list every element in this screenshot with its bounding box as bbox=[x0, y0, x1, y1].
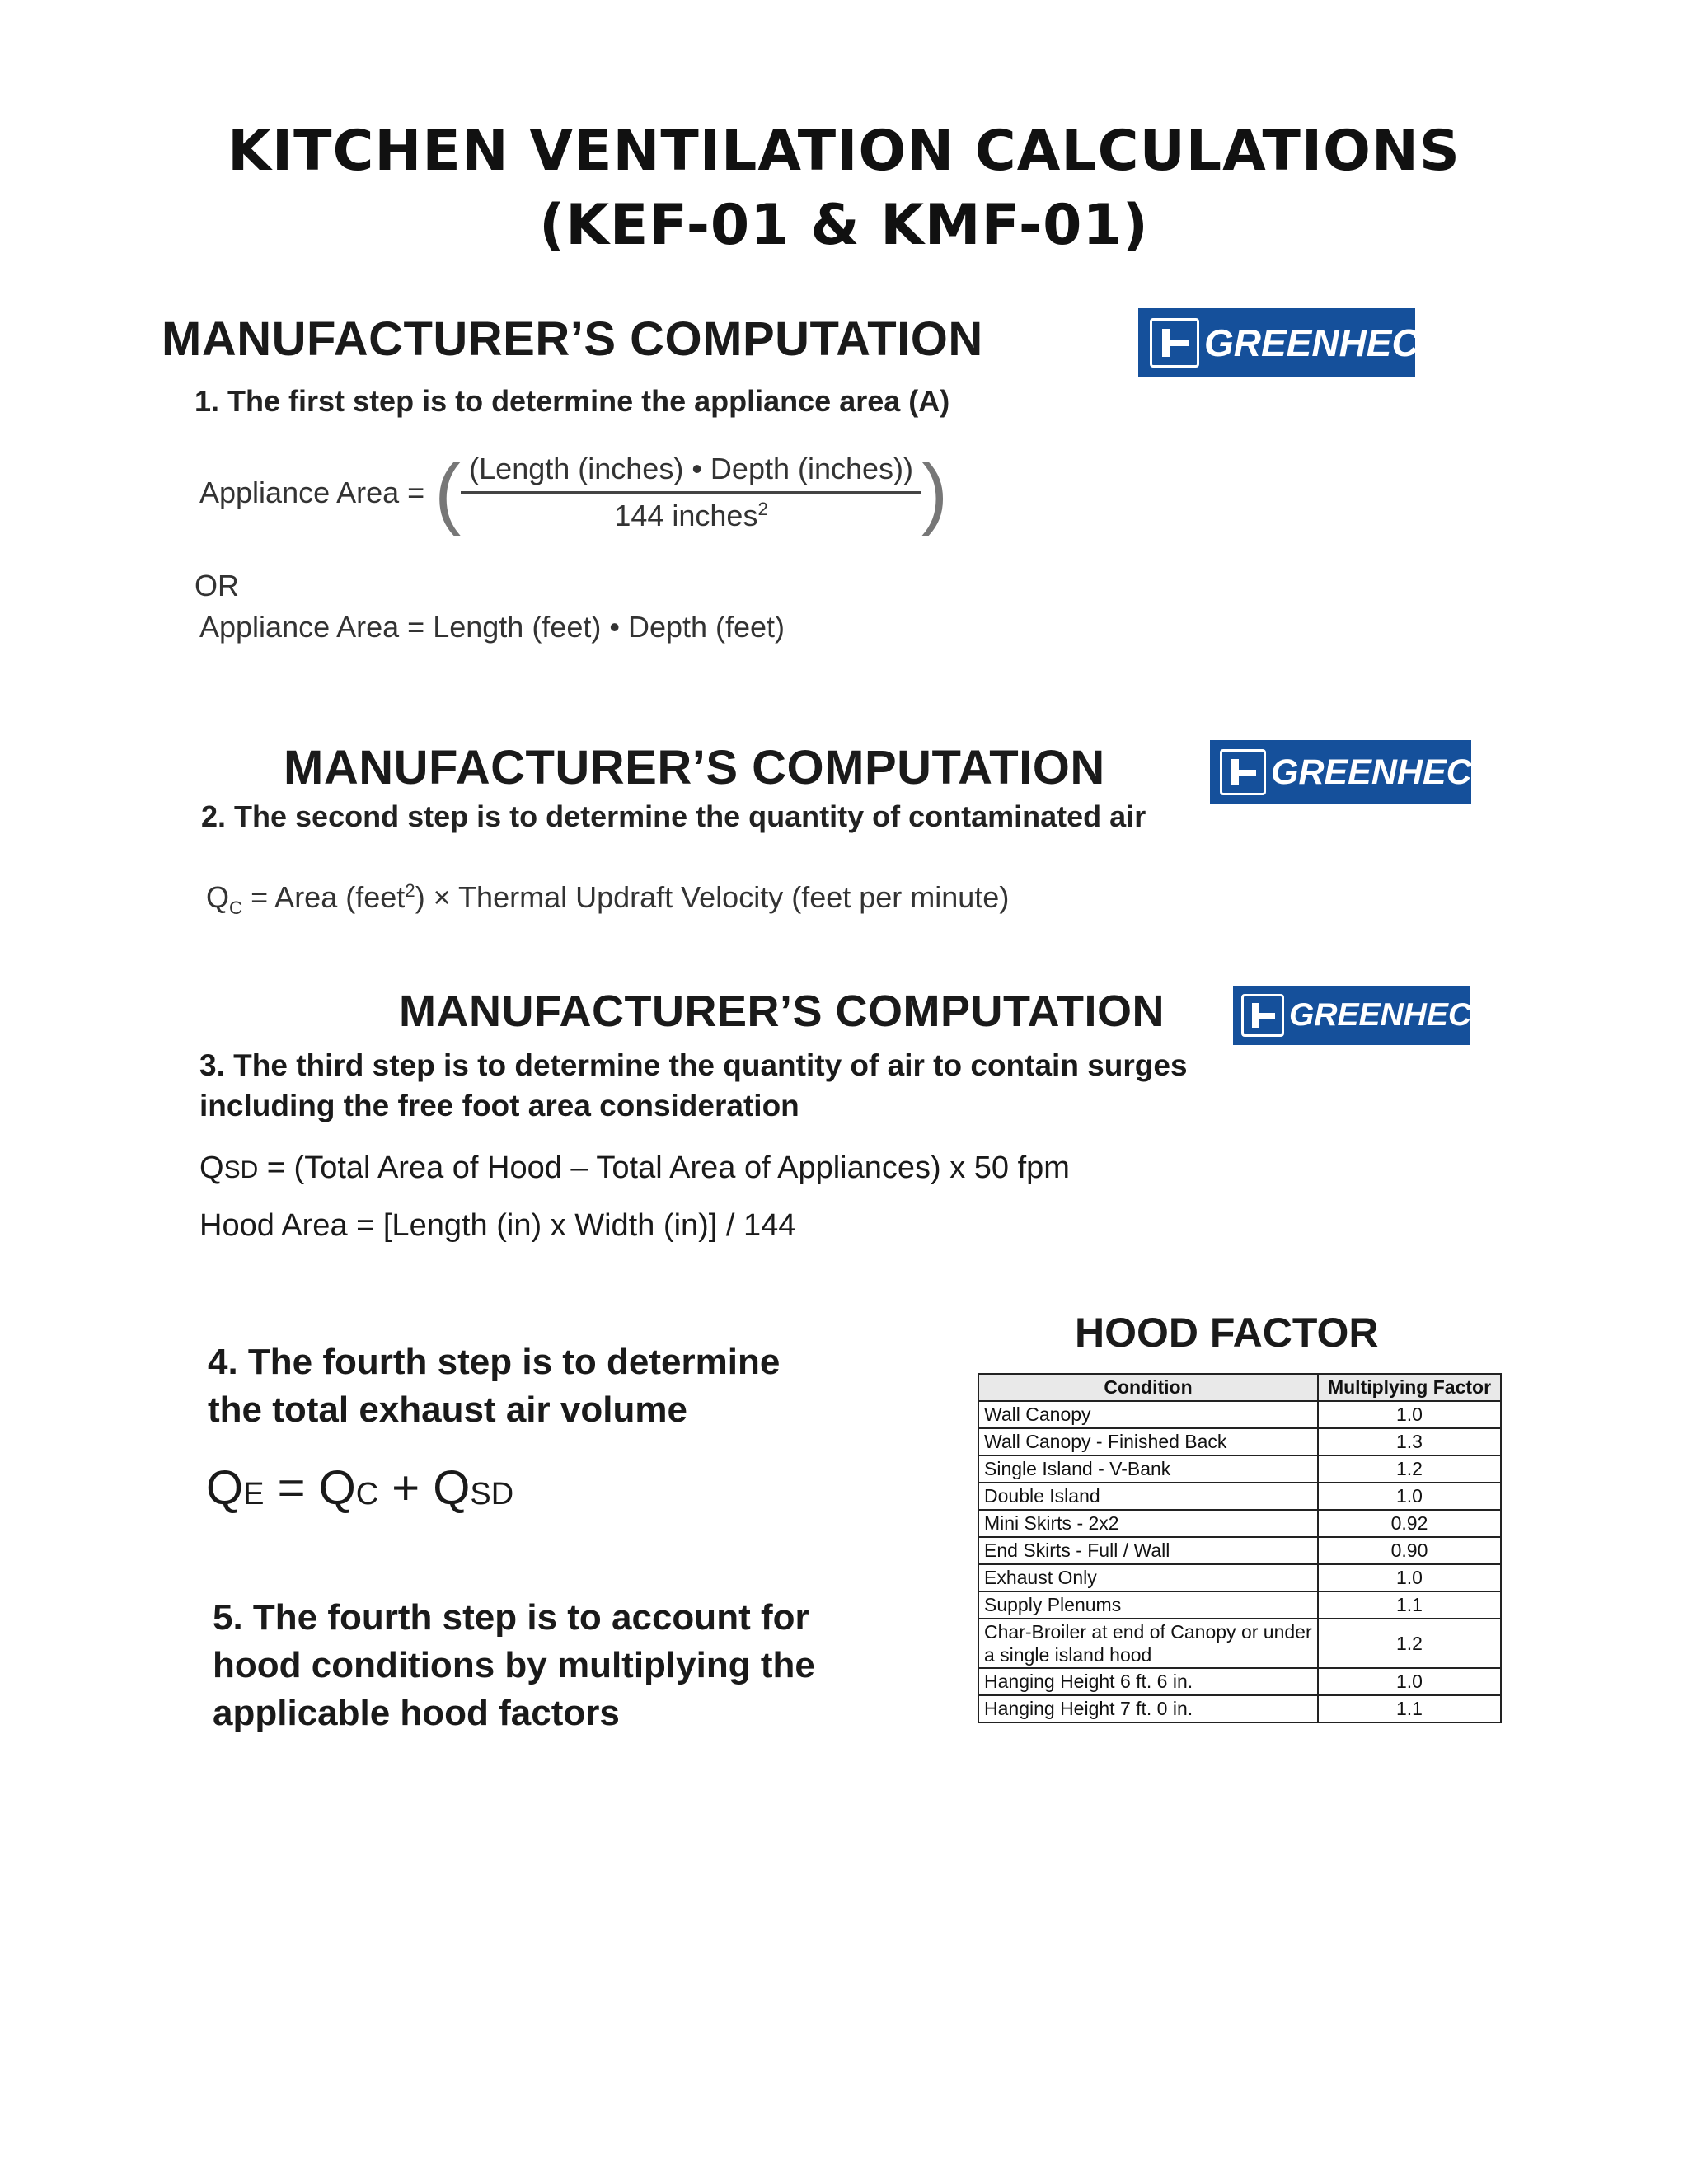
formula-part-a: = Area (feet bbox=[242, 880, 406, 914]
factor-cell: 1.0 bbox=[1318, 1564, 1501, 1591]
section-2-heading: MANUFACTURER’S COMPUTATION bbox=[284, 741, 1105, 794]
table-row bbox=[978, 1455, 1501, 1483]
factor-cell: 1.3 bbox=[1318, 1428, 1501, 1455]
section-4-step bbox=[208, 1338, 780, 1434]
greenheck-logo-3 bbox=[1233, 986, 1495, 1045]
q-e-symbol: Q bbox=[206, 1461, 244, 1515]
condition-cell: Wall Canopy - Finished Back bbox=[978, 1428, 1318, 1455]
greenheck-logo-2 bbox=[1210, 740, 1498, 804]
condition-cell: Mini Skirts - 2x2 bbox=[978, 1510, 1318, 1537]
condition-cell: Hanging Height 7 ft. 0 in. bbox=[978, 1695, 1318, 1722]
table-row bbox=[978, 1668, 1501, 1695]
factor-cell: 0.90 bbox=[1318, 1537, 1501, 1564]
appliance-area-alt-formula: Appliance Area = Length (feet) • Depth (feet) bbox=[199, 610, 785, 644]
factor-cell: 1.2 bbox=[1318, 1619, 1501, 1668]
q-e-subscript: E bbox=[243, 1477, 265, 1511]
section-3-step bbox=[199, 1045, 1188, 1126]
right-parenthesis: ) bbox=[921, 448, 948, 537]
factor-cell: 1.1 bbox=[1318, 1591, 1501, 1619]
section-1-step: 1. The first step is to determine the appliance area (A) bbox=[195, 384, 950, 418]
formula-part-a: = (Total Area of Hood – Total Area of Appliances) x 50 fpm bbox=[258, 1151, 1070, 1185]
section-5-step bbox=[213, 1594, 815, 1737]
table-row bbox=[978, 1591, 1501, 1619]
condition-cell: Supply Plenums bbox=[978, 1591, 1318, 1619]
greenheck-logo-1 bbox=[1138, 308, 1447, 377]
denominator-exponent: 2 bbox=[757, 499, 768, 519]
equals-sign: = bbox=[264, 1461, 319, 1515]
condition-cell: Exhaust Only bbox=[978, 1564, 1318, 1591]
formula-denominator bbox=[614, 494, 768, 533]
section-1-heading: MANUFACTURER’S COMPUTATION bbox=[162, 312, 983, 366]
section-5-step-line-1: 5. The fourth step is to account for bbox=[213, 1597, 809, 1638]
q-subscript: C bbox=[229, 898, 243, 919]
greenheck-logo-mark bbox=[1220, 749, 1266, 795]
section-2-step: 2. The second step is to determine the quantity of contaminated air bbox=[201, 799, 1146, 833]
page-title-line-1: KITCHEN VENTILATION CALCULATIONS bbox=[227, 119, 1461, 184]
contaminated-air-formula bbox=[206, 880, 1009, 919]
plus-sign: + bbox=[378, 1461, 434, 1515]
hood-factor-table bbox=[978, 1373, 1502, 1723]
table-row bbox=[978, 1695, 1501, 1722]
section-3-step-line-2: including the free foot area consideration bbox=[199, 1089, 799, 1122]
greenheck-logo-mark bbox=[1150, 318, 1199, 368]
table-row bbox=[978, 1428, 1501, 1455]
or-label: OR bbox=[195, 569, 239, 602]
condition-cell: Hanging Height 6 ft. 6 in. bbox=[978, 1668, 1318, 1695]
column-header-factor: Multiplying Factor bbox=[1318, 1374, 1501, 1401]
formula-exponent: 2 bbox=[405, 880, 415, 901]
formula-numerator: (Length (inches) • Depth (inches)) bbox=[461, 452, 921, 494]
hood-factor-title: HOOD FACTOR bbox=[1075, 1310, 1379, 1356]
factor-cell: 1.0 bbox=[1318, 1483, 1501, 1510]
condition-cell: Single Island - V-Bank bbox=[978, 1455, 1318, 1483]
formula-part-b: ) × Thermal Updraft Velocity (feet per minute) bbox=[415, 880, 1010, 914]
q-subscript: SD bbox=[223, 1156, 259, 1183]
section-4-step-line-2: the total exhaust air volume bbox=[208, 1390, 687, 1430]
factor-cell: 1.1 bbox=[1318, 1695, 1501, 1722]
condition-cell: End Skirts - Full / Wall bbox=[978, 1537, 1318, 1564]
q-c-subscript: C bbox=[355, 1477, 379, 1511]
page-title-line-2: (KEF-01 & KMF-01) bbox=[539, 193, 1149, 258]
q-symbol: Q bbox=[206, 880, 230, 914]
greenheck-logo-text: GREENHECK bbox=[1289, 997, 1495, 1033]
greenheck-logo-text: GREENHECK bbox=[1271, 752, 1498, 792]
total-exhaust-equation bbox=[206, 1460, 513, 1516]
section-3-heading: MANUFACTURER’S COMPUTATION bbox=[399, 987, 1165, 1036]
factor-cell: 0.92 bbox=[1318, 1510, 1501, 1537]
section-5-step-line-3: applicable hood factors bbox=[213, 1693, 620, 1733]
formula-lhs: Appliance Area = bbox=[199, 475, 425, 509]
denominator-text: 144 inches bbox=[614, 499, 758, 532]
factor-cell: 1.2 bbox=[1318, 1455, 1501, 1483]
table-row bbox=[978, 1619, 1501, 1668]
formula-fraction bbox=[461, 452, 921, 533]
condition-cell: Char-Broiler at end of Canopy or under a single island hood bbox=[978, 1619, 1318, 1668]
q-sd-symbol: Q bbox=[433, 1461, 471, 1515]
greenheck-logo-text: GREENHECK bbox=[1204, 321, 1447, 364]
condition-cell: Wall Canopy bbox=[978, 1401, 1318, 1428]
greenheck-logo-mark bbox=[1241, 994, 1284, 1037]
section-5-step-line-2: hood conditions by multiplying the bbox=[213, 1645, 815, 1685]
table-row bbox=[978, 1483, 1501, 1510]
section-3-step-line-1: 3. The third step is to determine the quantity of air to contain surges bbox=[199, 1048, 1188, 1082]
left-parenthesis: ( bbox=[434, 448, 462, 537]
table-row bbox=[978, 1510, 1501, 1537]
factor-cell: 1.0 bbox=[1318, 1401, 1501, 1428]
factor-cell: 1.0 bbox=[1318, 1668, 1501, 1695]
appliance-area-formula bbox=[199, 448, 948, 537]
q-sd-subscript: SD bbox=[470, 1477, 514, 1511]
surge-air-formula bbox=[199, 1151, 1070, 1186]
column-header-condition: Condition bbox=[978, 1374, 1318, 1401]
hood-area-formula: Hood Area = [Length (in) x Width (in)] / 144 bbox=[199, 1208, 796, 1243]
q-symbol: Q bbox=[199, 1151, 224, 1185]
table-row bbox=[978, 1401, 1501, 1428]
condition-cell: Double Island bbox=[978, 1483, 1318, 1510]
table-row bbox=[978, 1537, 1501, 1564]
section-4-step-line-1: 4. The fourth step is to determine bbox=[208, 1342, 781, 1382]
q-c-symbol: Q bbox=[318, 1461, 356, 1515]
table-row bbox=[978, 1564, 1501, 1591]
table-header-row bbox=[978, 1374, 1501, 1401]
